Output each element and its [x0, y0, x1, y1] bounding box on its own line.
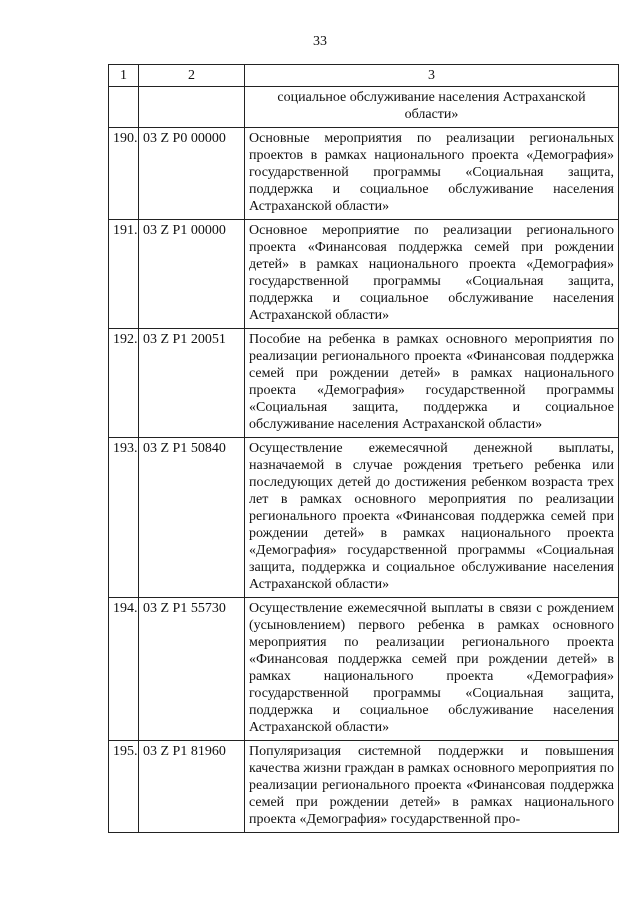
budget-classification-table — [108, 64, 619, 833]
row-description: Основное мероприятие по реализации регионального проекта «Финансовая поддержка семей при рождении детей» в рамках национального проекта «Демография» государственной программы «Социальная защита, поддержка и социальное обслуживание населения Астраханской области» — [245, 220, 619, 329]
continuation-row — [109, 87, 619, 128]
page-number: 33 — [313, 34, 327, 49]
classification-code: 03 Z P0 00000 — [139, 128, 245, 220]
classification-code: 03 Z P1 50840 — [139, 438, 245, 598]
column-header-2: 2 — [139, 65, 245, 87]
row-description: Популяризация системной поддержки и повышения качества жизни граждан в рамках основного мероприятия по реализации регионального проекта «Финансовая поддержка семей при рождении детей» в рамках национального проекта «Демография» государственной про- — [245, 741, 619, 833]
table-row — [109, 598, 619, 741]
row-description: Основные мероприятия по реализации региональных проектов в рамках национального проекта «Демография» государственной программы «Социальная защита, поддержка и социальное обслуживание населения Астраханской области» — [245, 128, 619, 220]
row-description: Осуществление ежемесячной денежной выплаты, назначаемой в случае рождения третьего ребенка или последующих детей до достижения ребенком возраста трех лет в рамках основного мероприятия по реализации регионального проекта «Финансовая поддержка семей при рождении детей» в рамках национального проекта «Демография» государственной программы «Социальная защита, поддержка и социальное обслуживание населения Астраханской области» — [245, 438, 619, 598]
empty-cell — [109, 87, 139, 128]
classification-code: 03 Z P1 55730 — [139, 598, 245, 741]
row-number: 190. — [109, 128, 139, 220]
table-row — [109, 220, 619, 329]
row-number: 195. — [109, 741, 139, 833]
table-row — [109, 438, 619, 598]
column-header-1: 1 — [109, 65, 139, 87]
table-row — [109, 128, 619, 220]
row-number: 194. — [109, 598, 139, 741]
column-header-3: 3 — [245, 65, 619, 87]
row-description: Пособие на ребенка в рамках основного мероприятия по реализации регионального проекта «Финансовая поддержка семей при рождении детей» в рамках национального проекта «Демография» государственной программы «Социальная защита, поддержка и социальное обслуживание населения Астраханской области» — [245, 329, 619, 438]
classification-code: 03 Z P1 20051 — [139, 329, 245, 438]
row-number: 192. — [109, 329, 139, 438]
row-description: Осуществление ежемесячной выплаты в связи с рождением (усыновлением) первого ребенка в рамках основного мероприятия по реализации регионального проекта «Финансовая поддержка семей при рождении детей» в рамках национального проекта «Демография» государственной программы «Социальная защита, поддержка и социальное обслуживание населения Астраханской области» — [245, 598, 619, 741]
empty-cell — [139, 87, 245, 128]
row-number: 193. — [109, 438, 139, 598]
row-number: 191. — [109, 220, 139, 329]
table-row — [109, 329, 619, 438]
table-header-row — [109, 65, 619, 87]
continuation-text: социальное обслуживание населения Астраханской области» — [245, 87, 619, 128]
classification-code: 03 Z P1 81960 — [139, 741, 245, 833]
classification-code: 03 Z P1 00000 — [139, 220, 245, 329]
table-row — [109, 741, 619, 833]
